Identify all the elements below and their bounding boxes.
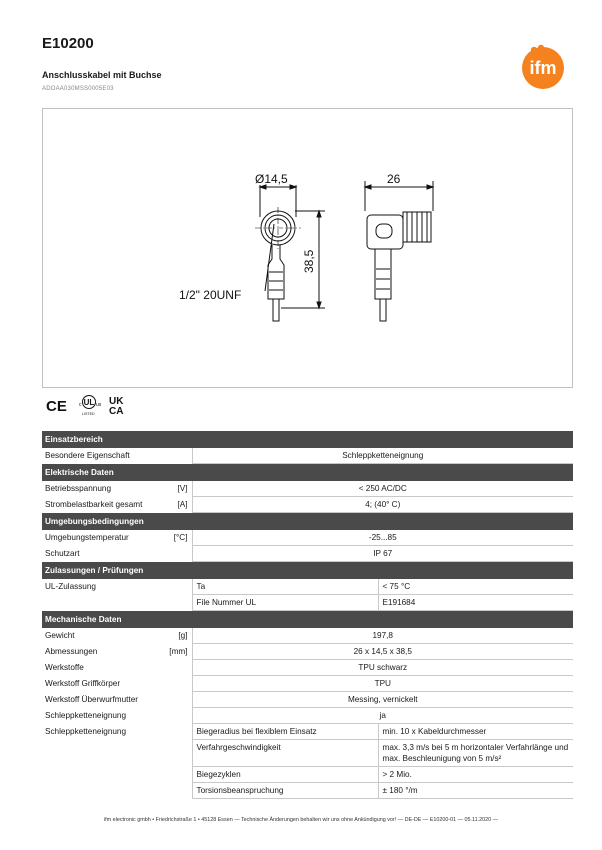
spec-subvalue: E191684 — [378, 595, 573, 611]
spec-label: Schutzart — [45, 548, 80, 558]
spec-value: Schleppketteneignung — [192, 448, 573, 464]
ukca-top: UK — [109, 396, 124, 407]
spec-label: Werkstoff Griffkörper — [45, 678, 121, 688]
spec-subkey: Biegeradius bei flexiblem Einsatz — [192, 724, 378, 740]
spec-subkey: Biegezyklen — [192, 767, 378, 783]
spec-row — [42, 692, 573, 708]
spec-value: 197,8 — [192, 628, 573, 644]
spec-table — [42, 430, 573, 799]
spec-label: Betriebsspannung — [45, 483, 112, 493]
spec-subvalue: max. 3,3 m/s bei 5 m horizontaler Verfahrlänge und max. Beschleunigung von 5 m/s² — [378, 740, 573, 767]
spec-value: IP 67 — [192, 546, 573, 562]
spec-row — [42, 676, 573, 692]
spec-label: Werkstoff Überwurfmutter — [45, 694, 138, 704]
ce-mark: CE — [46, 398, 67, 415]
spec-row — [42, 708, 573, 724]
spec-row — [42, 481, 573, 497]
spec-label: UL-Zulassung — [45, 581, 96, 591]
ul-listed: LISTED — [82, 412, 95, 416]
article-code: ADOAA030MSS0005E03 — [42, 86, 114, 92]
dim-height: 38,5 — [302, 249, 316, 273]
spec-subvalue: < 75 °C — [378, 579, 573, 595]
spec-value: TPU schwarz — [192, 660, 573, 676]
spec-row — [42, 497, 573, 513]
spec-value: 26 x 14,5 x 38,5 — [192, 644, 573, 660]
spec-label: Schleppketteneignung — [45, 726, 127, 736]
spec-label: Strombelastbarkeit gesamt — [45, 499, 143, 509]
spec-value: -25...85 — [192, 530, 573, 546]
product-title: E10200 — [42, 35, 94, 52]
thread-label: 1/2" 20UNF — [179, 288, 242, 302]
ukca-bottom: CA — [109, 406, 124, 417]
spec-row — [42, 644, 573, 660]
dimension-drawing — [42, 108, 573, 388]
spec-label: Umgebungstemperatur — [45, 532, 129, 542]
spec-label: Werkstoffe — [45, 662, 84, 672]
section-header: Elektrische Daten — [42, 464, 573, 481]
spec-subvalue: ± 180 °/m — [378, 783, 573, 799]
section-header: Umgebungsbedingungen — [42, 513, 573, 530]
dim-width: 26 — [387, 172, 401, 186]
spec-label: Gewicht — [45, 630, 75, 640]
section-header: Einsatzbereich — [42, 431, 573, 448]
spec-subkey: Ta — [192, 579, 378, 595]
svg-text:UL: UL — [83, 398, 95, 407]
spec-row — [42, 660, 573, 676]
spec-label: Schleppketteneignung — [45, 710, 127, 720]
spec-subkey: Verfahrgeschwindigkeit — [192, 740, 378, 767]
spec-subvalue: min. 10 x Kabeldurchmesser — [378, 724, 573, 740]
spec-subkey: Torsionsbeanspruchung — [192, 783, 378, 799]
logo-text: ifm — [529, 58, 557, 78]
ul-us: us — [96, 402, 102, 408]
section-header: Mechanische Daten — [42, 611, 573, 628]
spec-row — [42, 448, 573, 464]
spec-unit: [A] — [177, 499, 188, 509]
spec-row — [42, 530, 573, 546]
product-subtitle: Anschlusskabel mit Buchse — [42, 70, 162, 80]
spec-value: < 250 AC/DC — [192, 481, 573, 497]
certification-marks — [46, 394, 136, 418]
dim-diameter: Ø14,5 — [255, 172, 288, 186]
spec-label: Abmessungen — [45, 646, 98, 656]
spec-row — [42, 579, 573, 595]
spec-unit: [V] — [177, 483, 188, 493]
spec-unit: [mm] — [169, 646, 188, 656]
spec-row — [42, 724, 573, 740]
spec-value: TPU — [192, 676, 573, 692]
spec-value: ja — [192, 708, 573, 724]
spec-value: 4; (40° C) — [192, 497, 573, 513]
spec-label: Besondere Eigenschaft — [45, 450, 130, 460]
page-footer: ifm electronic gmbh • Friedrichstraße 1 • 45128 Essen — Technische Änderungen behalten wir uns ohne Ankündigung vor! — DE-DE — E10200-01 — 05.11.2020 — — [103, 817, 498, 823]
ul-c: c — [79, 402, 82, 408]
ifm-logo — [513, 44, 573, 90]
spec-row — [42, 628, 573, 644]
spec-subkey: File Nummer UL — [192, 595, 378, 611]
section-header: Zulassungen / Prüfungen — [42, 562, 573, 579]
spec-subvalue: > 2 Mio. — [378, 767, 573, 783]
spec-row — [42, 546, 573, 562]
spec-unit: [°C] — [173, 532, 188, 542]
spec-unit: [g] — [178, 630, 188, 640]
spec-value: Messing, vernickelt — [192, 692, 573, 708]
